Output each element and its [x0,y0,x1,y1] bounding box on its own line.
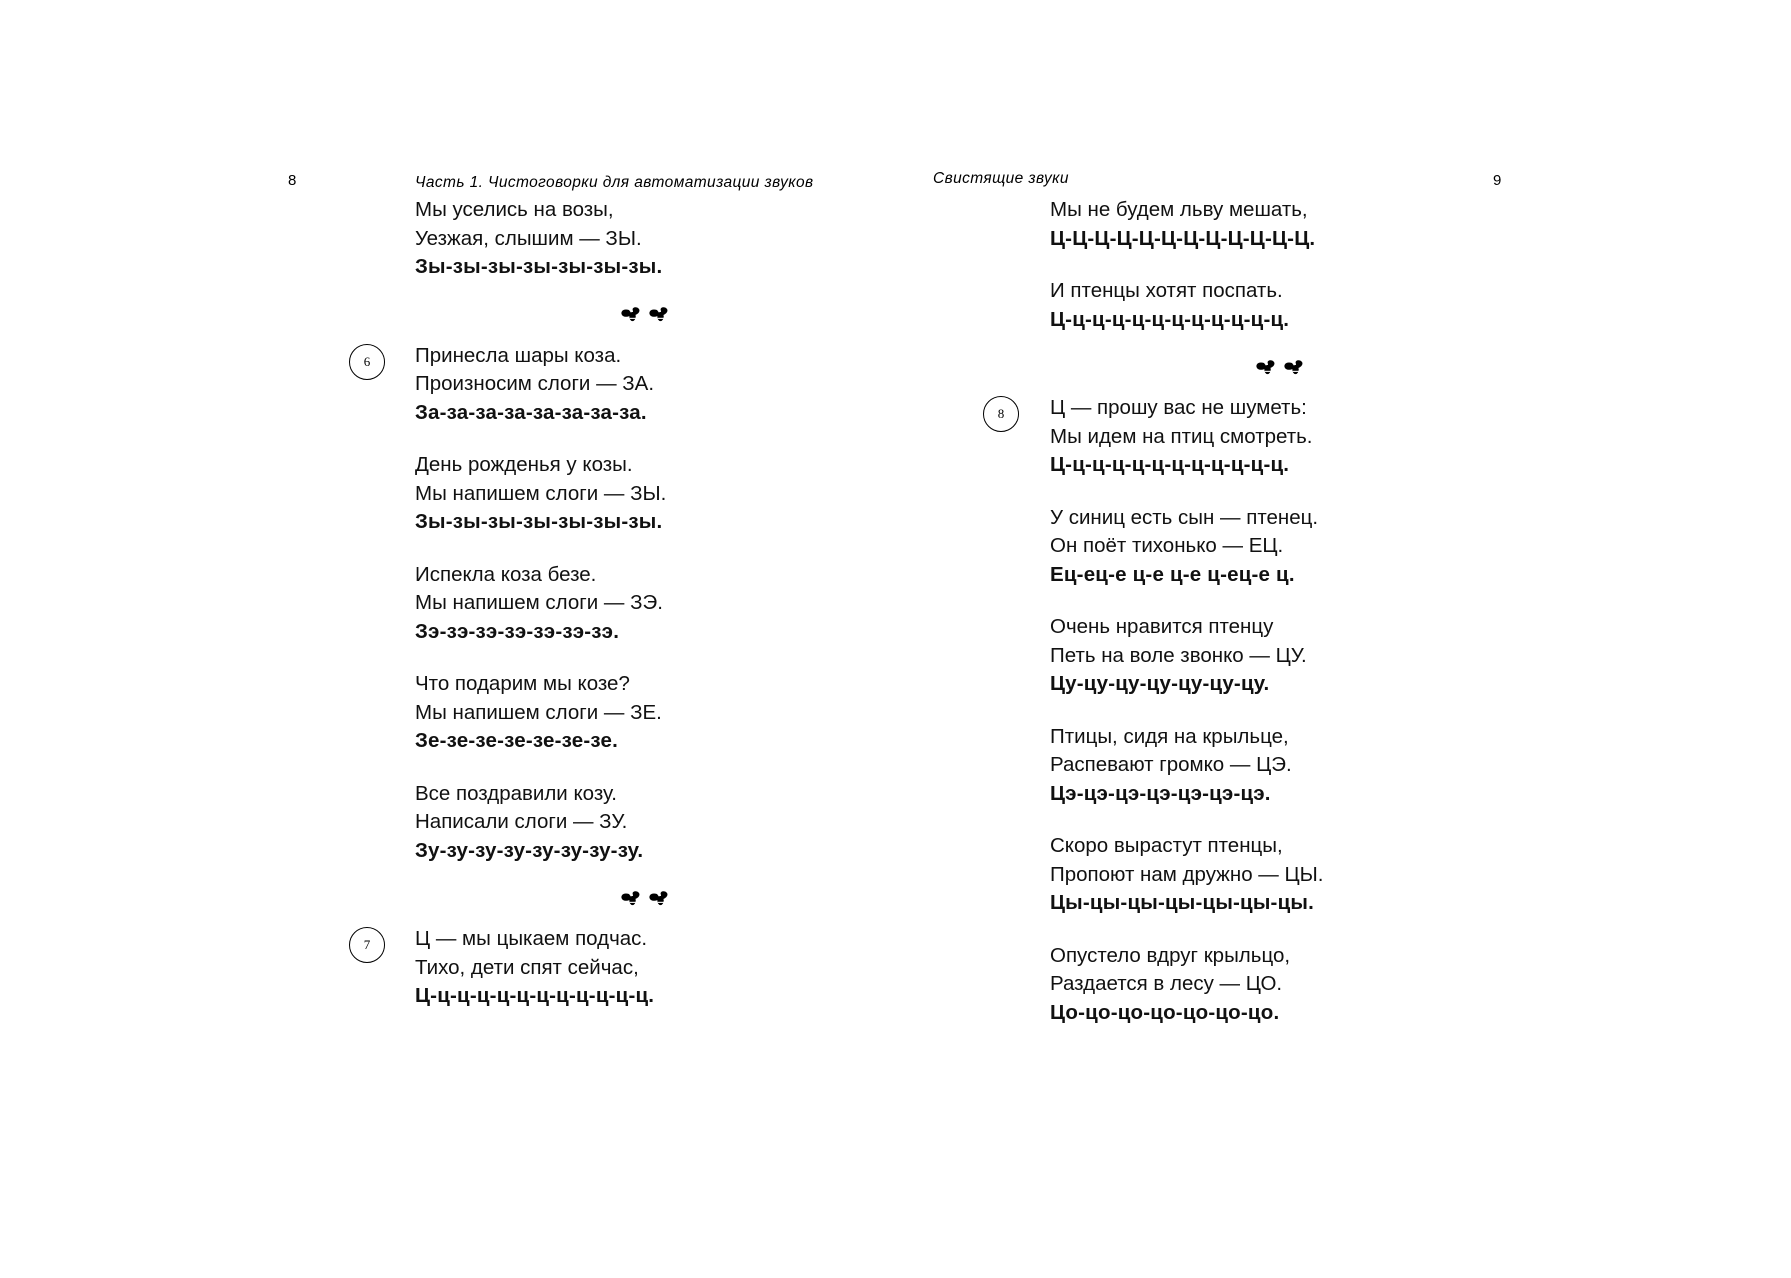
verse-line: Мы напишем слоги — ЗЭ. [415,591,663,614]
running-head-left: Часть 1. Чистоговорки для автоматизации звуков [415,174,814,191]
verse-stanza [415,342,885,428]
verse-line: Птицы, сидя на крыльце, [1050,724,1289,748]
verse-line: Все поздравили козу. [415,781,617,805]
verse-line: Мы напишем слоги — ЗЫ. [415,481,667,505]
verse-line: Мы уселись на возы, [415,198,614,221]
verse-line: Он поёт тихонько — ЕЦ. [1050,534,1284,557]
exercise-number-7: 7 [349,927,385,963]
verse-line: День рожденья у козы. [415,453,633,476]
verse-line: Мы идем на птиц смотреть. [1050,424,1313,448]
verse-stanza [415,780,885,866]
syllable-drill-line: Ц-ц-ц-ц-ц-ц-ц-ц-ц-ц-ц-ц. [415,984,655,1007]
verse-line: Что подарим мы козе? [415,672,630,695]
verse-line: Опустело вдруг крыльцо, [1050,943,1291,967]
verse-line: Тихо, дети спят сейчас, [415,955,639,979]
syllable-drill-line: Зэ-зэ-зэ-зэ-зэ-зэ-зэ. [415,619,620,643]
syllable-drill-line: Цы-цы-цы-цы-цы-цы-цы. [1050,891,1314,914]
syllable-drill-line: Зы-зы-зы-зы-зы-зы-зы. [415,510,663,533]
running-head-right: Свистящие звуки [933,170,1069,187]
verse-stanza [1050,277,1520,334]
verse-line: Пропоют нам дружно — ЦЫ. [1050,862,1324,886]
syllable-drill-line: Зы-зы-зы-зы-зы-зы-зы. [415,255,663,278]
verse-line: Написали слоги — ЗУ. [415,810,628,833]
verse-stanza [1050,723,1520,809]
verse-line: Испекла коза безе. [415,562,597,586]
syllable-drill-line: Цу-цу-цу-цу-цу-цу-цу. [1050,672,1270,695]
verse-stanza [415,925,885,1011]
verse-stanza [415,451,885,537]
verse-stanza [1050,942,1520,1028]
verse-line: Очень нравится птенцу [1050,615,1274,638]
syllable-drill-line: Ец-ец-е ц-е ц-е ц-ец-е ц. [1050,562,1295,586]
verse-stanza [415,670,885,756]
verse-line: Принесла шары коза. [415,343,622,367]
verse-line: Ц — мы цыкаем подчас. [415,927,648,950]
bee-ornament-icon [415,889,885,911]
verse-line: У синиц есть сын — птенец. [1050,505,1319,529]
syllable-drill-line: Ц-ц-ц-ц-ц-ц-ц-ц-ц-ц-ц-ц. [1050,453,1290,476]
verse-line: Петь на воле звонко — ЦУ. [1050,643,1307,667]
right-page-text-column [1050,196,1520,1051]
page-number-right: 9 [1493,172,1502,189]
verse-line: И птенцы хотят поспать. [1050,279,1283,302]
verse-stanza [1050,504,1520,590]
syllable-drill-line: Зе-зе-зе-зе-зе-зе-зе. [415,729,619,752]
verse-line: Раздается в лесу — ЦО. [1050,972,1283,995]
verse-line: Распевают громко — ЦЭ. [1050,753,1292,776]
verse-line: Мы напишем слоги — ЗЕ. [415,700,662,724]
verse-stanza [1050,832,1520,918]
verse-stanza [415,561,885,647]
syllable-drill-line: Ц-ц-ц-ц-ц-ц-ц-ц-ц-ц-ц-ц. [1050,307,1290,331]
syllable-drill-line: Цо-цо-цо-цо-цо-цо-цо. [1050,1000,1280,1024]
verse-line: Мы не будем льву мешать, [1050,198,1308,221]
left-page-text-column [415,196,885,1035]
verse-line: Уезжая, слышим — ЗЫ. [415,226,642,250]
verse-line: Скоро вырастут птенцы, [1050,834,1283,857]
verse-stanza [415,196,885,282]
verse-stanza [1050,196,1520,253]
verse-stanza [1050,613,1520,699]
syllable-drill-line: Ц-Ц-Ц-Ц-Ц-Ц-Ц-Ц-Ц-Ц-Ц-Ц. [1050,226,1316,250]
bee-ornament-icon [1050,358,1520,380]
verse-stanza [1050,394,1520,480]
verse-line: Ц — прошу вас не шуметь: [1050,396,1307,419]
syllable-drill-line: Зу-зу-зу-зу-зу-зу-зу-зу. [415,838,644,862]
bee-ornament-icon [415,306,885,328]
verse-line: Произносим слоги — ЗА. [415,372,655,395]
page-number-left: 8 [288,172,297,189]
exercise-number-6: 6 [349,344,385,380]
exercise-number-8: 8 [983,396,1019,432]
syllable-drill-line: Цэ-цэ-цэ-цэ-цэ-цэ-цэ. [1050,781,1271,805]
syllable-drill-line: За-за-за-за-за-за-за-за. [415,400,647,424]
